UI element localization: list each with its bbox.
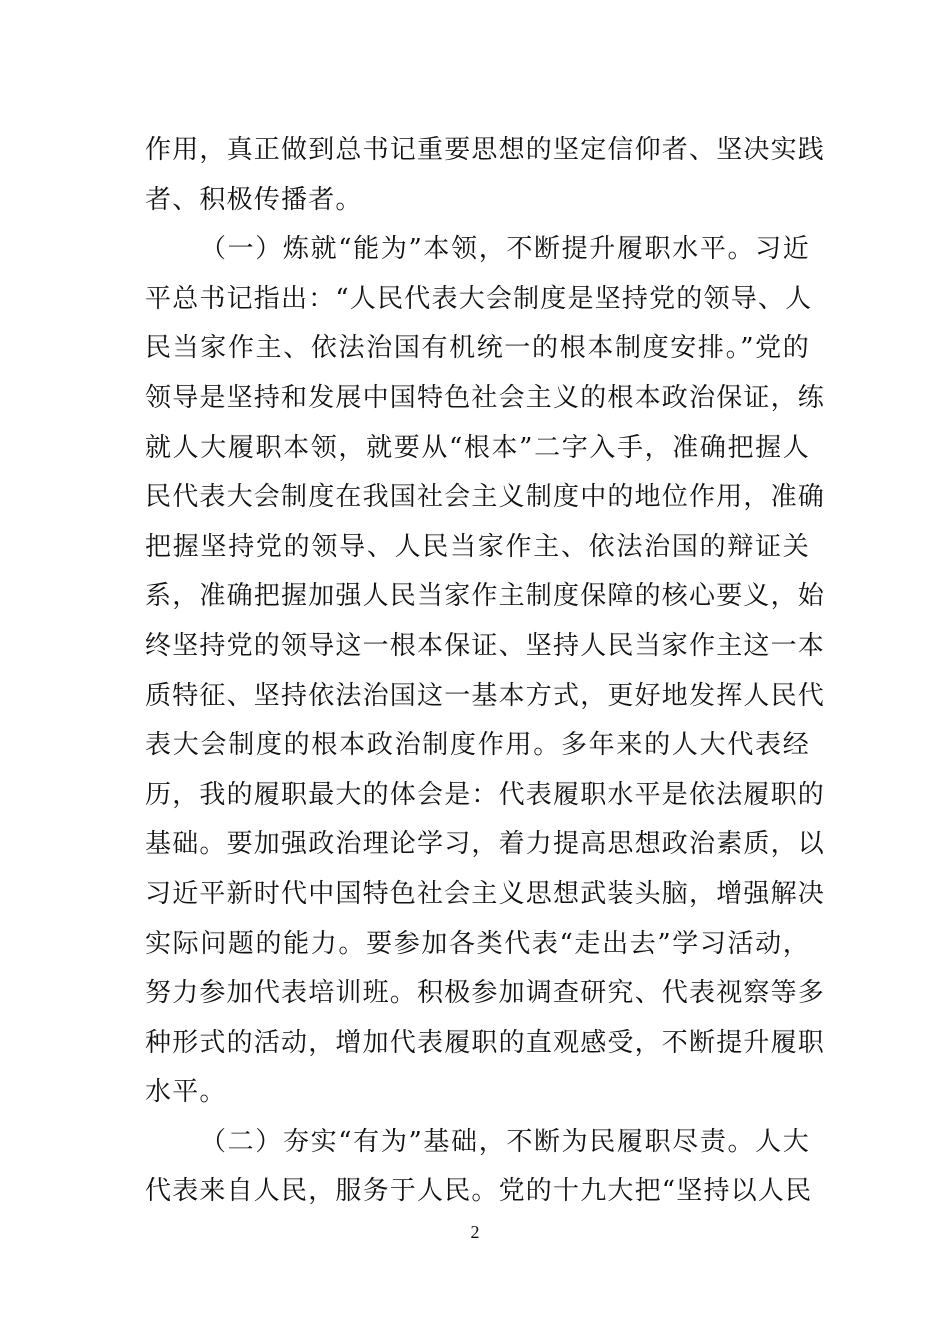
- text-line: 领导是坚持和发展中国特色社会主义的根本政治保证，练: [145, 382, 826, 413]
- text-line: 民当家作主、依法治国有机统一的根本制度安排。”党的: [145, 333, 810, 364]
- page-number: 2: [470, 1222, 480, 1242]
- text-line: 把握坚持党的领导、人民当家作主、依法治国的辩证关: [145, 531, 810, 562]
- text-line: 系，准确把握加强人民当家作主制度保障的核心要义，始: [145, 581, 826, 612]
- text-line: 者、积极传播者。: [145, 184, 363, 215]
- text-line: 表大会制度的根本政治制度作用。多年来的人大代表经: [145, 730, 810, 761]
- text-line: 就人大履职本领，就要从“根本”二字入手，准确把握人: [145, 432, 810, 463]
- text-line: 基础。要加强政治理论学习，着力提高思想政治素质，以: [145, 829, 826, 860]
- text-line: 民代表大会制度在我国社会主义制度中的地位作用，准确: [145, 482, 826, 513]
- text-line: 努力参加代表培训班。积极参加调查研究、代表视察等多: [145, 978, 826, 1009]
- text-line: 质特征、坚持依法治国这一基本方式，更好地发挥人民代: [145, 680, 826, 711]
- text-line: 种形式的活动，增加代表履职的直观感受，不断提升履职: [145, 1027, 826, 1058]
- body-text: [145, 126, 826, 1217]
- text-line: 历，我的履职最大的体会是：代表履职水平是依法履职的: [145, 779, 826, 810]
- paragraph-heading-line: （二）夯实“有为”基础，不断为民履职尽责。人大: [200, 1126, 810, 1157]
- text-line: 作用，真正做到总书记重要思想的坚定信仰者、坚决实践: [145, 135, 826, 165]
- text-line: 实际问题的能力。要参加各类代表“走出去”学习活动，: [145, 928, 810, 959]
- text-line: 终坚持党的领导这一根本保证、坚持人民当家作主这一本: [145, 630, 826, 661]
- paragraph-heading-line: （一）炼就“能为”本领，不断提升履职水平。习近: [200, 234, 810, 265]
- text-line: 习近平新时代中国特色社会主义思想武装头脑，增强解决: [145, 878, 826, 909]
- text-line: 水平。: [145, 1077, 227, 1108]
- text-line: 代表来自人民，服务于人民。党的十九大把“坚持以人民: [145, 1176, 813, 1207]
- text-line: 平总书记指出：“人民代表大会制度是坚持党的领导、人: [145, 283, 813, 314]
